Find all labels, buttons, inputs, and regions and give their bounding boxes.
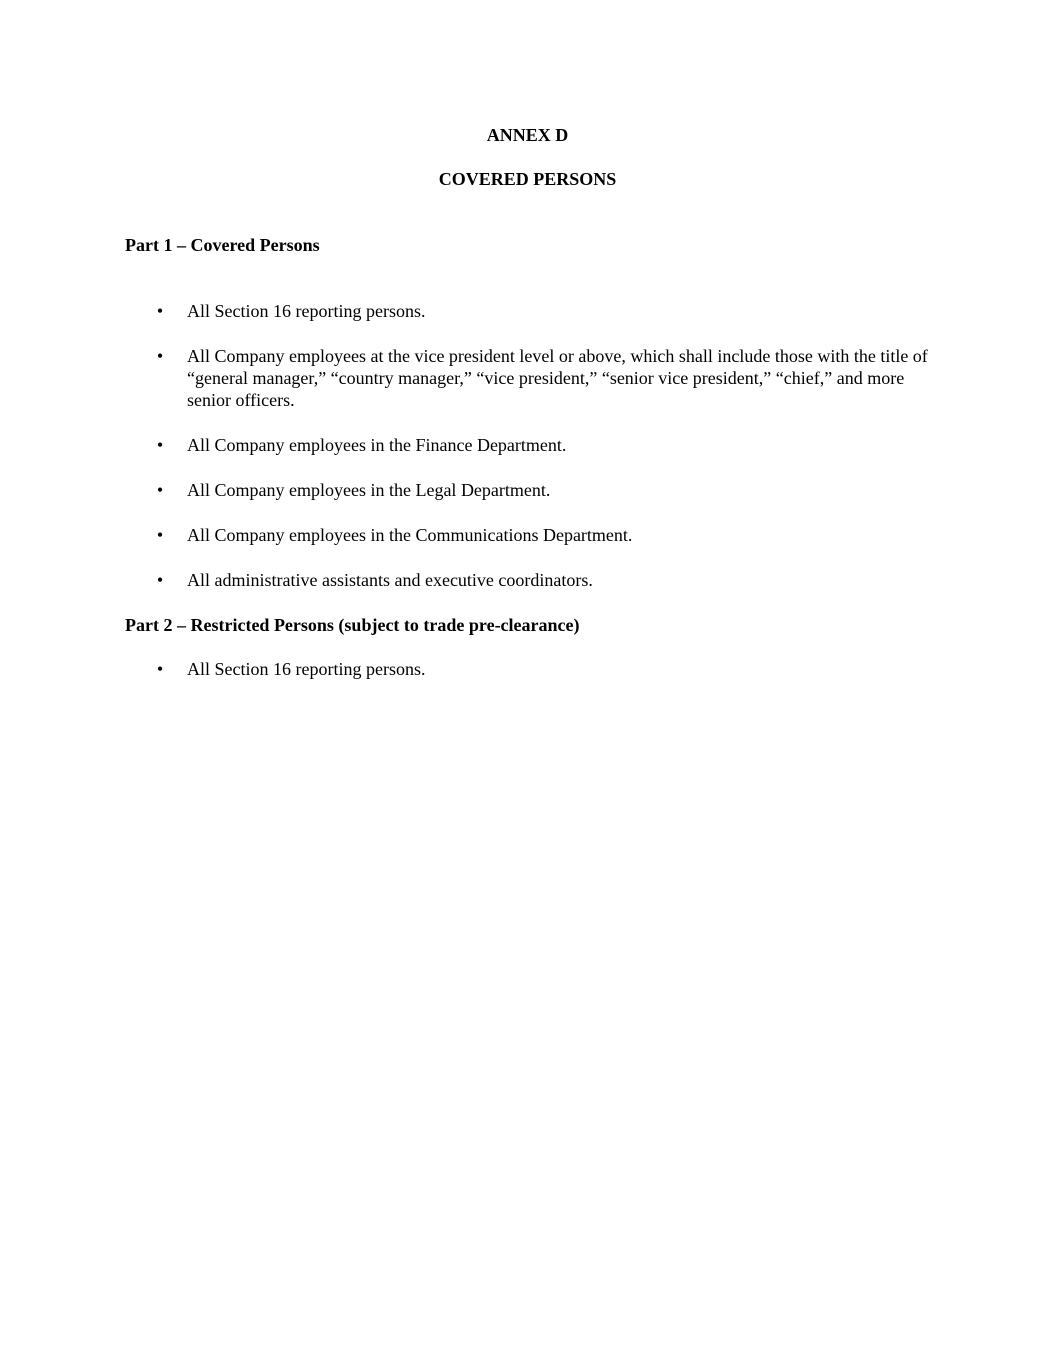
bullet-icon: • (156, 435, 164, 455)
list-item-text: All Company employees in the Legal Department. (187, 480, 551, 500)
list-item-text: All Company employees at the vice president level or above, which shall include those with the title of “general manager,” “country manager,” “vice president,” “senior vice president,” “chief,” and more senior officers. (187, 346, 928, 410)
part2-bullet-list (154, 658, 934, 680)
list-item-text: All Company employees in the Communications Department. (187, 525, 633, 545)
list-item (154, 345, 934, 411)
part1-bullet-list (154, 300, 934, 591)
bullet-icon: • (156, 570, 164, 590)
list-item (154, 569, 934, 591)
part1-heading: Part 1 – Covered Persons (125, 235, 320, 255)
part2-heading: Part 2 – Restricted Persons (subject to trade pre-clearance) (125, 615, 580, 635)
bullet-icon: • (156, 301, 164, 321)
list-item (154, 658, 934, 680)
list-item-text: All administrative assistants and executive coordinators. (187, 570, 593, 590)
list-item (154, 479, 934, 501)
bullet-icon: • (156, 525, 164, 545)
bullet-icon: • (156, 346, 164, 366)
list-item-text: All Section 16 reporting persons. (187, 301, 426, 321)
list-item (154, 434, 934, 456)
annex-label: ANNEX D (486, 125, 569, 145)
bullet-icon: • (156, 480, 164, 500)
list-item (154, 300, 934, 322)
bullet-icon: • (156, 659, 164, 679)
document-title: COVERED PERSONS (438, 169, 617, 189)
list-item-text: All Company employees in the Finance Department. (187, 435, 567, 455)
list-item-text: All Section 16 reporting persons. (187, 659, 426, 679)
list-item (154, 524, 934, 546)
